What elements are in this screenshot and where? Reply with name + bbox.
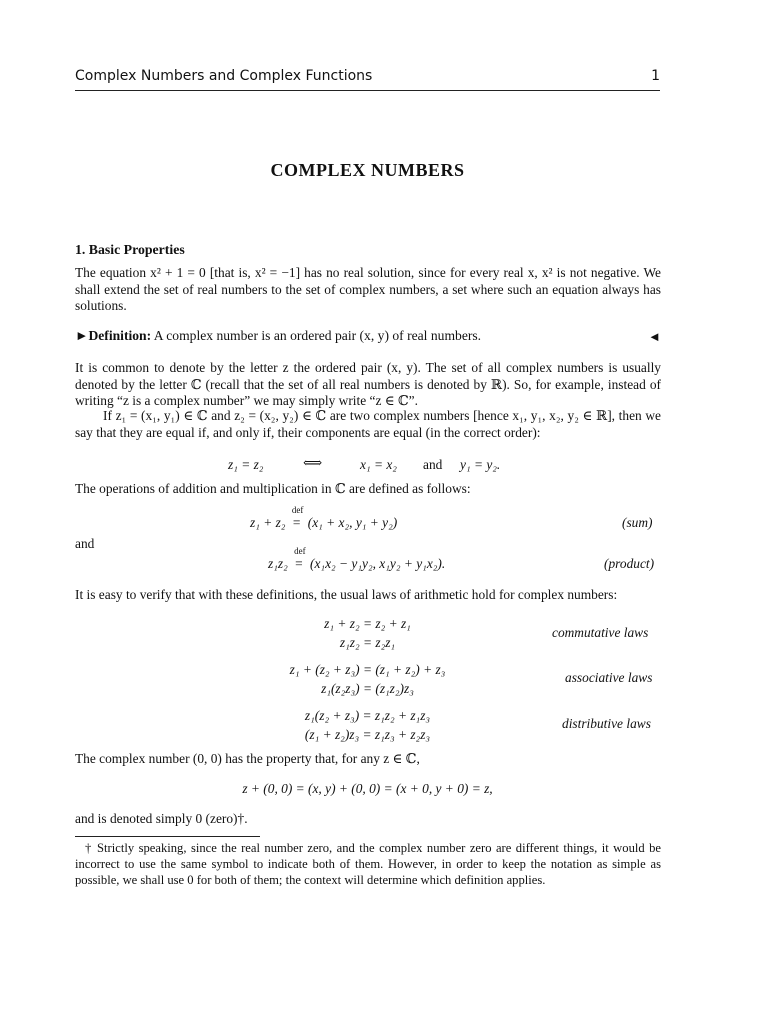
intro-paragraph: The equation x² + 1 = 0 [that is, x² = −1] has no real solution, since for every real x, x² is not negative. We shall extend the set of real numbers to the set of complex numbers, a set where such an equation always has solutions. <box>75 265 661 313</box>
footnote: † Strictly speaking, since the real number zero, and the complex number zero are different things, it would be incorrect to use the same symbol to indicate both of them. However, in order to keep the notation as simple as possible, we shall use 0 for both of them; the context will determine which definition applies. <box>75 841 661 887</box>
paragraph-zero: The complex number (0, 0) has the property that, for any z ∈ ℂ, <box>75 751 420 766</box>
law-associative-1: z₁ + (z₂ + z₃) = (z₁ + z₂) + z₃ <box>289 662 446 677</box>
definition <box>75 328 481 344</box>
header-rule <box>75 90 660 91</box>
product-rhs: (x₁x₂ − y₁y₂, x₁y₂ + y₁x₂). <box>310 556 446 571</box>
sum-rhs: (x₁ + x₂, y₁ + y₂) <box>307 515 398 530</box>
footnote-rule <box>75 836 260 837</box>
law-name-associative: associative laws <box>565 670 653 685</box>
definition-label: ►Definition: <box>75 328 152 343</box>
running-title: Complex Numbers and Complex Functions <box>75 68 373 84</box>
law-commutative-2: z₁z₂ = z₂z₁ <box>339 635 396 650</box>
paragraph-complex-notation: It is common to denote by the letter z the ordered pair (x, y). The set of all complex numbers is usually denoted by the letter ℂ (recall that the set of all real numbers is denoted by ℝ). So, for example, instead of writing “z is a complex number” we may simply write “z ∈ ℂ”. <box>75 360 661 408</box>
product-equation <box>268 546 446 572</box>
definition-end-marker: ◄ <box>648 329 661 344</box>
page-number: 1 <box>651 68 660 84</box>
paragraph-operations: The operations of addition and multiplication in ℂ are defined as follows: <box>75 481 471 496</box>
definition-text: A complex number is an ordered pair (x, y) of real numbers. <box>153 328 482 343</box>
paragraph-laws: It is easy to verify that with these definitions, the usual laws of arithmetic hold for complex numbers: <box>75 587 618 602</box>
paragraph-equality: If z₁ = (x₁, y₁) ∈ ℂ and z₂ = (x₂, y₂) ∈ ℂ are two complex numbers [hence x₁, y₁, x₂, y₂ ∈ ℝ], then we say that they are equal if, and only if, their components are equal (in the correct order): <box>75 408 661 440</box>
equality-rhs-x: x₁ = x₂ <box>360 457 397 472</box>
law-distributive-2: (z₁ + z₂)z₃ = z₁z₃ + z₂z₃ <box>304 727 431 742</box>
sum-tag: (sum) <box>622 515 653 530</box>
section-heading: 1. Basic Properties <box>75 242 185 257</box>
law-commutative-1: z₁ + z₂ = z₂ + z₁ <box>324 616 411 631</box>
sum-equation <box>250 505 398 531</box>
product-tag: (product) <box>604 556 655 571</box>
def-label: def <box>291 505 304 515</box>
equality-rhs-y: y₁ = y₂. <box>460 457 501 472</box>
product-lhs: z₁z₂ <box>268 556 288 571</box>
def-label: def <box>294 546 306 556</box>
equality-lhs: z₁ = z₂ <box>228 457 264 472</box>
law-name-commutative: commutative laws <box>552 625 649 640</box>
def-equals: def = <box>291 505 304 530</box>
law-distributive-1: z₁(z₂ + z₃) = z₁z₂ + z₁z₃ <box>304 708 431 723</box>
sum-lhs: z₁ + z₂ <box>250 515 286 530</box>
equality-and: and <box>423 457 443 472</box>
law-name-distributive: distributive laws <box>562 716 651 731</box>
law-associative-2: z₁(z₂z₃) = (z₁z₂)z₃ <box>321 681 414 696</box>
and-word: and <box>75 536 95 551</box>
equality-iff: ⟺ <box>303 455 323 470</box>
page-title: COMPLEX NUMBERS <box>270 160 465 180</box>
def-equals: def = <box>294 546 306 571</box>
paragraph-zero-denoted: and is denoted simply 0 (zero)†. <box>75 811 248 826</box>
zero-equation: z + (0, 0) = (x, y) + (0, 0) = (x + 0, y + 0) = z, <box>242 781 493 796</box>
